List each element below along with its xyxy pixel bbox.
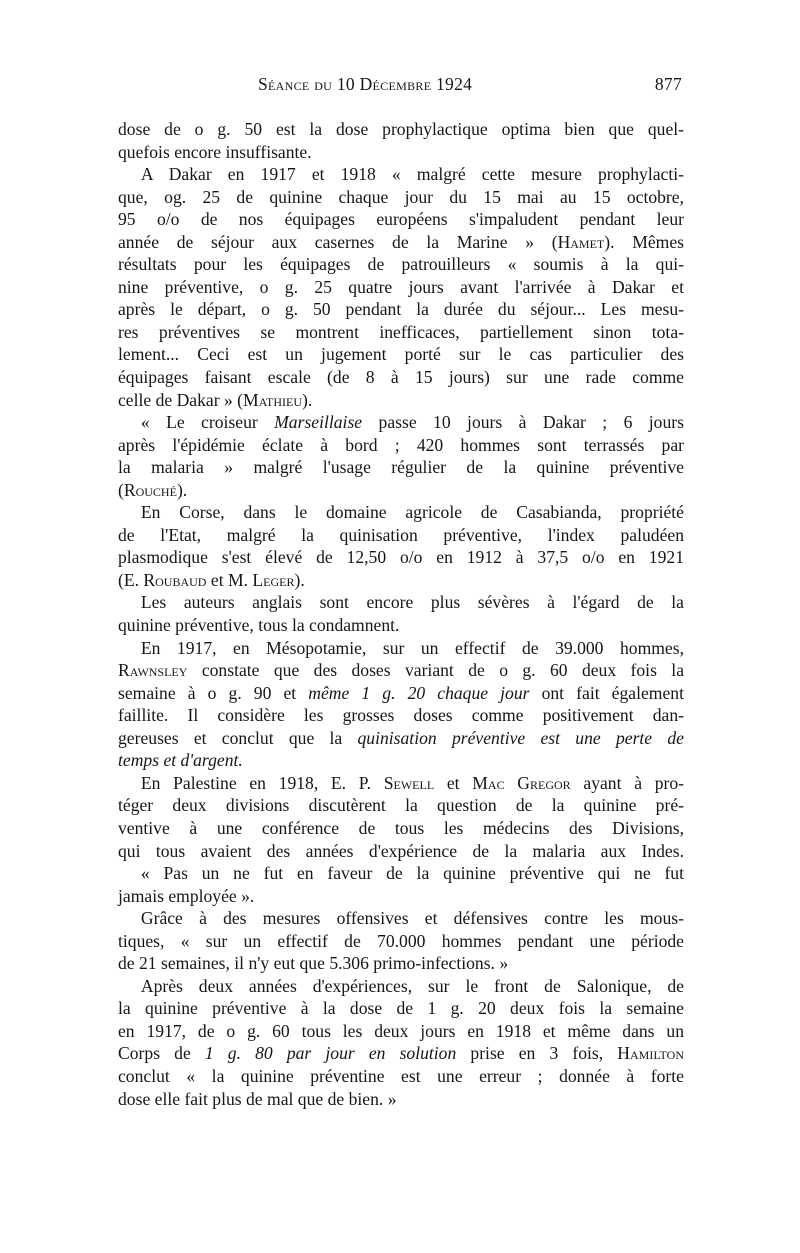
- text-line: résultats pour les équipages de patrouilleurs « soumis à la qui-: [118, 254, 684, 275]
- page-number: 877: [654, 74, 682, 94]
- running-header: [118, 74, 682, 102]
- header-date: 10 Décembre 1924: [336, 74, 473, 94]
- text-line: plasmodique s'est élevé de 12,50 o/o en 1912 à 37,5 o/o en 1921: [118, 547, 684, 568]
- italic-dose: même 1 g. 20 chaque jour: [308, 682, 530, 703]
- author-name: Leger: [252, 569, 295, 590]
- text-line: faillite. Il considère les grosses doses comme positivement dan-: [118, 705, 684, 726]
- text-line: quinine préventive, tous la condamnent.: [118, 615, 400, 636]
- text-line: semaine à o g. 90 et même 1 g. 20 chaque jour ont fait également: [118, 682, 684, 703]
- text-line: après l'épidémie éclate à bord ; 420 hommes sont terrassés par: [118, 434, 684, 455]
- text-line: [118, 749, 684, 772]
- text-line: Grâce à des mesures offensives et défensives contre les mous-: [140, 908, 684, 929]
- author-name: Hamilton: [617, 1043, 684, 1064]
- text-line: équipages faisant escale (de 8 à 15 jours) sur une rade comme: [118, 367, 684, 388]
- text-line: jamais employée ».: [118, 885, 255, 906]
- text-line: gereuses et conclut que la quinisation préventive est une perte de: [118, 727, 684, 748]
- body-text: [118, 118, 684, 1110]
- italic-quote: quinisation préventive est une perte de: [357, 727, 684, 748]
- author-name: Sewell: [383, 772, 435, 793]
- text-line: en 1917, de o g. 60 tous les deux jours en 1918 et même dans un: [118, 1020, 684, 1041]
- text-line: (E. Roubaud et M. Leger).: [118, 569, 305, 590]
- text-line: de 21 semaines, il n'y eut que 5.306 primo-infections. »: [118, 953, 509, 974]
- text-line: res préventives se montrent inefficaces, partiellement sinon tota-: [118, 321, 684, 342]
- author-name: Hamet: [557, 231, 605, 252]
- text-line: celle de Dakar » (Mathieu).: [118, 389, 313, 410]
- author-name: Roubaud: [143, 569, 207, 590]
- text-line: Les auteurs anglais sont encore plus sévères à l'égard de la: [140, 592, 684, 613]
- text-line: nine préventive, o g. 25 quatre jours avant l'arrivée à Dakar et: [118, 276, 684, 297]
- text-line: ventive à une conférence de tous les médecins des Divisions,: [118, 817, 684, 838]
- text-line: dose elle fait plus de mal que de bien. »: [118, 1088, 397, 1109]
- italic-dose: 1 g. 80 par jour en solution: [204, 1043, 457, 1064]
- text-line: Corps de 1 g. 80 par jour en solution prise en 3 fois, Hamilton: [118, 1043, 684, 1064]
- text-line: la malaria » malgré l'usage régulier de la quinine préventive: [118, 457, 684, 478]
- text-line: A Dakar en 1917 et 1918 « malgré cette mesure prophylacti-: [140, 164, 684, 185]
- text-line: conclut « la quinine préventine est une erreur ; donnée à forte: [118, 1065, 684, 1086]
- ship-name: Marseillaise: [274, 412, 363, 433]
- author-name: Mac Gregor: [472, 772, 571, 793]
- text-line: tiques, « sur un effectif de 70.000 hommes pendant une période: [118, 930, 684, 951]
- author-name: Mathieu: [243, 389, 303, 410]
- text-line: la quinine préventive à la dose de 1 g. 20 deux fois la semaine: [118, 998, 684, 1019]
- text-line: téger deux divisions discutèrent la question de la quinine pré-: [118, 795, 684, 816]
- text-line: « Pas un ne fut en faveur de la quinine préventive qui ne fut: [140, 863, 684, 884]
- author-name: Rouché: [123, 479, 177, 500]
- header-seance: Séance: [258, 74, 310, 94]
- text-line: de l'Etat, malgré la quinisation préventive, l'index paludéen: [118, 524, 684, 545]
- italic-quote: temps et d'argent.: [118, 750, 243, 771]
- text-line: année de séjour aux casernes de la Marine » (Hamet). Mêmes: [118, 231, 685, 252]
- text-line: En 1917, en Mésopotamie, sur un effectif de 39.000 hommes,: [140, 637, 684, 658]
- text-line: après le départ, o g. 50 pendant la durée du séjour... Les mesu-: [118, 299, 684, 320]
- text-line: lement... Ceci est un jugement porté sur le cas particulier des: [118, 344, 684, 365]
- header-title: [258, 74, 472, 95]
- text-line: 95 o/o de nos équipages européens s'impaludent pendant leur: [118, 209, 684, 230]
- text-line: « Le croiseur Marseillaise passe 10 jours à Dakar ; 6 jours: [140, 412, 684, 433]
- text-line: (Rouché).: [118, 479, 188, 500]
- header-du: du: [314, 74, 333, 94]
- author-name: Rawnsley: [118, 660, 188, 681]
- text-line: que, og. 25 de quinine chaque jour du 15 mai au 15 octobre,: [118, 186, 684, 207]
- text-line: En Palestine en 1918, E. P. Sewell et Mac Gregor ayant à pro-: [140, 772, 685, 793]
- text-line: Rawnsley constate que des doses variant de o g. 60 deux fois la: [118, 660, 684, 681]
- text-line: dose de o g. 50 est la dose prophylactique optima bien que quel-: [118, 119, 684, 139]
- text-line: Après deux années d'expériences, sur le front de Salonique, de: [140, 975, 684, 996]
- text-line: quefois encore insuffisante.: [118, 141, 312, 162]
- text-line: En Corse, dans le domaine agricole de Casabianda, propriété: [140, 502, 684, 523]
- text-line: qui tous avaient des années d'expérience de la malaria aux Indes.: [118, 840, 684, 861]
